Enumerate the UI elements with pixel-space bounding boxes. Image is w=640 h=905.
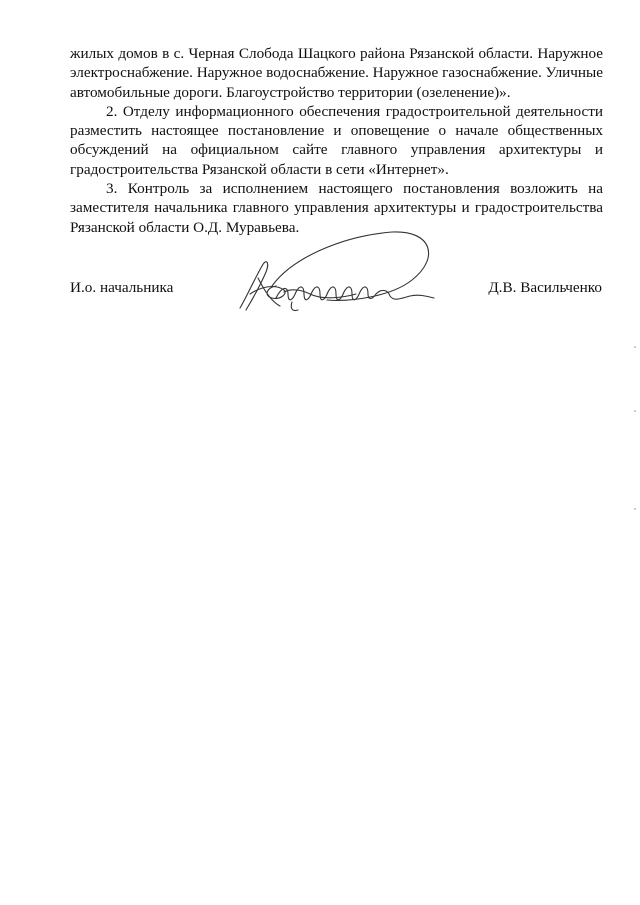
paragraph-continuation: жилых домов в с. Черная Слобода Шацкого района Рязанской области. Наружное электроснабжение. Наружное водоснабжение. Наружное газоснабжение. Уличные автомобильные дороги. Благоустройство территории (озеленение)». <box>70 45 603 101</box>
signatory-name: Д.В. Васильченко <box>488 279 602 296</box>
signatory-title: И.о. начальника <box>70 279 174 296</box>
handwritten-signature <box>232 228 442 320</box>
scan-artifact <box>634 508 636 510</box>
document-body <box>70 44 603 237</box>
paragraph-item-3: 3. Контроль за исполнением настоящего постановления возложить на заместителя начальника главного управления архитектуры и градостроительства Рязанской области О.Д. Муравьева. <box>70 180 603 236</box>
scan-artifact <box>634 346 636 348</box>
scan-artifact <box>634 410 636 412</box>
signature-block <box>0 228 640 328</box>
paragraph-item-2: 2. Отделу информационного обеспечения градостроительной деятельности разместить настоящее постановление и оповещение о начале общественных обсуждений на официальном сайте главного управления архитектуры и градостроительства Рязанской области в сети «Интернет». <box>70 102 603 178</box>
